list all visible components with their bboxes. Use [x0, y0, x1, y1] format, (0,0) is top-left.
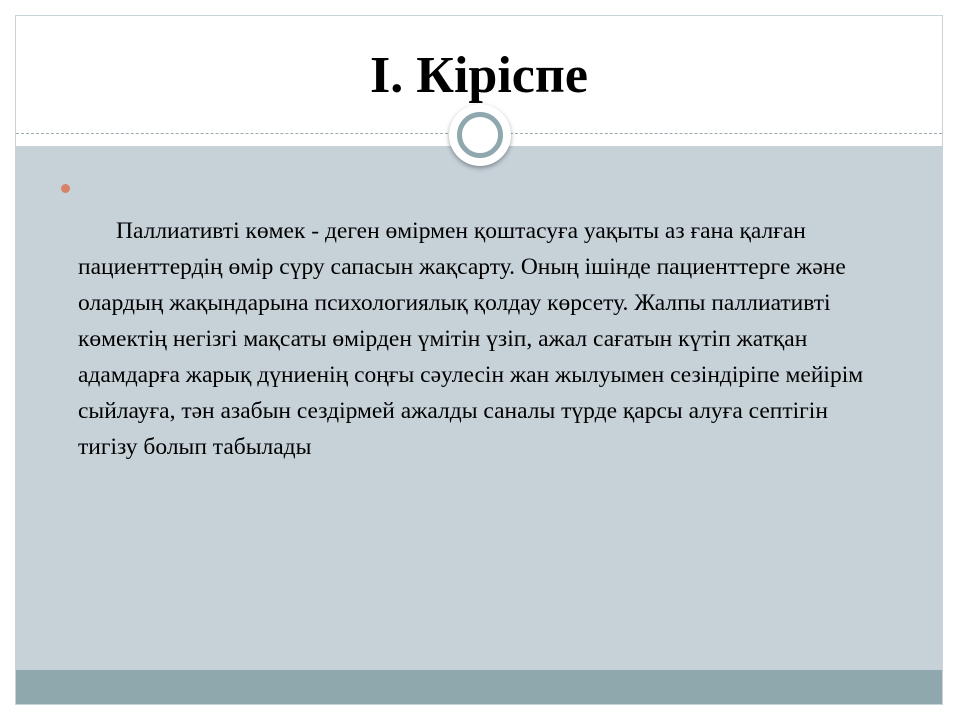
slide-title: I. Кіріспе [370, 47, 588, 104]
ring-ornament-icon [449, 104, 511, 166]
footer-band [16, 670, 942, 704]
body-paragraph: Паллиативті көмек - деген өмірмен қоштасуға уақыты аз ғана қалған пациенттердің өмір сүру сапасын жақсарту. Оның ішінде пациенттерге және олардың жақындарына психологиялық қолдау көрсету. Жалпы паллиативті көмектің негізгі мақсаты өмірден үмітін үзіп, ажал сағатын күтіп жатқан адамдарға жарық дүниенің соңғы сәулесін жан жылуымен сезіндіріпе мейірім сыйлауға, тән азабын сездірмей ажалды саналы түрде қарсы алуға септігін тигізу болып табылады [78, 218, 864, 460]
circle-bullet-icon [61, 184, 70, 193]
